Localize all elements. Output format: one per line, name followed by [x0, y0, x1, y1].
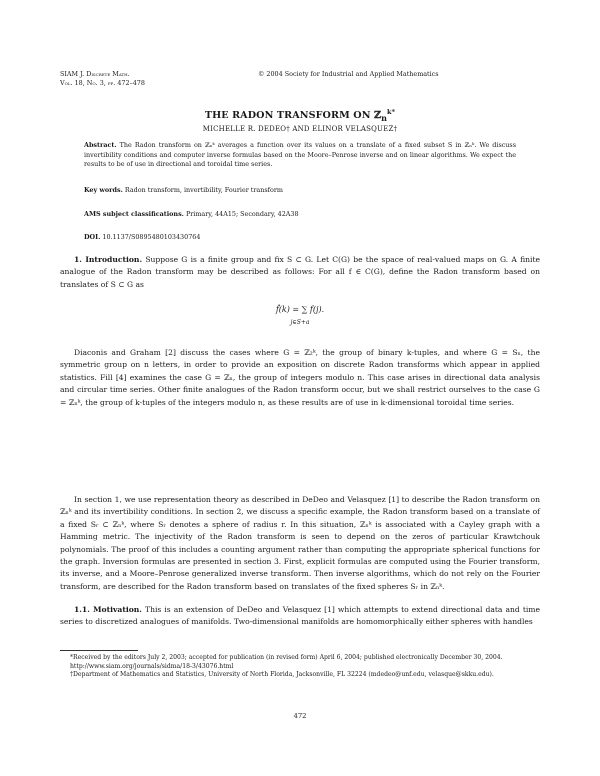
motivation-paragraph [60, 604, 540, 629]
equation-subscript: j∈S+a [290, 319, 310, 326]
authors: MICHELLE R. DEDEO† AND ELINOR VELASQUEZ† [202, 125, 398, 133]
footnote-department: †Department of Mathematics and Statistics, University of North Florida, Jacksonville, FL 32224 (mdedeo@unf.edu, velasque@skku.edu). [70, 671, 494, 679]
equation-main: f̂(k) = ∑ f(j). [275, 305, 325, 314]
title-subscript: n [381, 113, 388, 124]
journal-name: SIAM J. Discrete Math. [60, 70, 130, 78]
paragraph-2 [60, 347, 540, 409]
paper-title [0, 108, 600, 123]
section1-heading: 1. Introduction. [74, 255, 143, 264]
keywords-text: Radon transform, invertibility, Fourier transform [124, 186, 283, 194]
abstract [84, 141, 516, 170]
title-text: THE RADON TRANSFORM ON ℤ [204, 110, 382, 122]
abstract-text: The Radon transform on ℤₙᵏ averages a function over its values on a translate of a fixed subset S in ℤₙᵏ. We discuss invertibility conditions and computer inverse formulas based on the Moore–Penrose inverse and on linear algorithms. We expect the results to be of use in directional and toroidal time series. [84, 141, 516, 169]
paragraph-2-text: Diaconis and Graham [2] discuss the cases where G = ℤ₂ᵏ, the group of binary k-tuples, and where G = Sₙ, the symmetric group on n letters, in order to provide an exposition on discrete Radon transforms which appear in applied statistics. Fill [4] examines the case G = ℤₙ, the group of integers modulo n. This case arises in directional data analysis and circular time series. Other finite analogues of the Radon transform occur, but we shall restrict ourselves to the case G = ℤₙᵏ, the group of k-tuples of the integers modulo n, as these results are of use in k-dimensional toroidal time series. [60, 348, 540, 407]
subsection-text: This is an extension of DeDeo and Velasquez [1] which attempts to extend directional data and time series to discretized analogues of manifolds. Two-dimensional manifolds are homomorphically either spheres with handles [60, 605, 540, 627]
keywords-label: Key words. [84, 186, 123, 194]
title-superscript: k* [387, 108, 396, 116]
ams-label: AMS subject classifications. [84, 210, 184, 218]
journal-header [60, 70, 145, 88]
introduction-paragraph [60, 254, 540, 291]
keywords [84, 186, 516, 195]
journal-volume: Vol. 18, No. 3, pp. 472–478 [60, 79, 145, 87]
footnote-received: *Received by the editors July 2, 2003; accepted for publication (in revised form) April 6, 2004; published electronically December 30, 2004. [70, 654, 503, 661]
footnote-rule [60, 650, 138, 651]
abstract-label: Abstract. [84, 141, 117, 149]
copyright-notice: © 2004 Society for Industrial and Applied Mathematics [258, 70, 439, 78]
section1-text: Suppose G is a finite group and fix S ⊂ G. Let C(G) be the space of real-valued maps on G. A finite analogue of the Radon transform may be described as follows: For all f ∈ C(G), define the Radon transform based on translates of S ⊂ G as [60, 255, 540, 289]
ams-classification [84, 210, 516, 219]
doi [84, 233, 516, 242]
ams-text: Primary, 44A15; Secondary, 42A38 [185, 210, 299, 218]
doi-text: 10.1137/S0895480103430764 [102, 233, 201, 241]
subsection-heading: 1.1. Motivation. [74, 605, 142, 614]
footnote-url: http://www.siam.org/journals/sidma/18-3/43076.html [70, 662, 234, 670]
radon-equation [0, 305, 600, 326]
footnotes [60, 654, 540, 680]
doi-label: DOI. [84, 233, 101, 241]
paragraph-3 [60, 494, 540, 593]
page-number: 472 [293, 712, 307, 720]
paragraph-3-text: In section 1, we use representation theory as described in DeDeo and Velasquez [1] to describe the Radon transform on ℤₙᵏ and its invertibility conditions. In section 2, we discuss a specific example, the Radon transform based on a translate of a fixed Sᵣ ⊂ ℤₙᵏ, where Sᵣ denotes a sphere of radius r. In this situation, ℤₙᵏ is associated with a Cayley graph with a Hamming metric. The injectivity of the Radon transform is seen to depend on the zeros of particular Krawtchouk polynomials. The proof of this includes a counting argument rather than computing the appropriate spherical functions for the graph. Inversion formulas are presented in section 3. First, explicit formulas are computed using the Fourier transform, its inverse, and a Moore–Penrose generalized inverse transform. Then inverse algorithms, which do not rely on the Fourier transform, are described for the Radon transform based on translates of the fixed spheres Sᵣ in ℤₙᵏ. [60, 495, 540, 591]
